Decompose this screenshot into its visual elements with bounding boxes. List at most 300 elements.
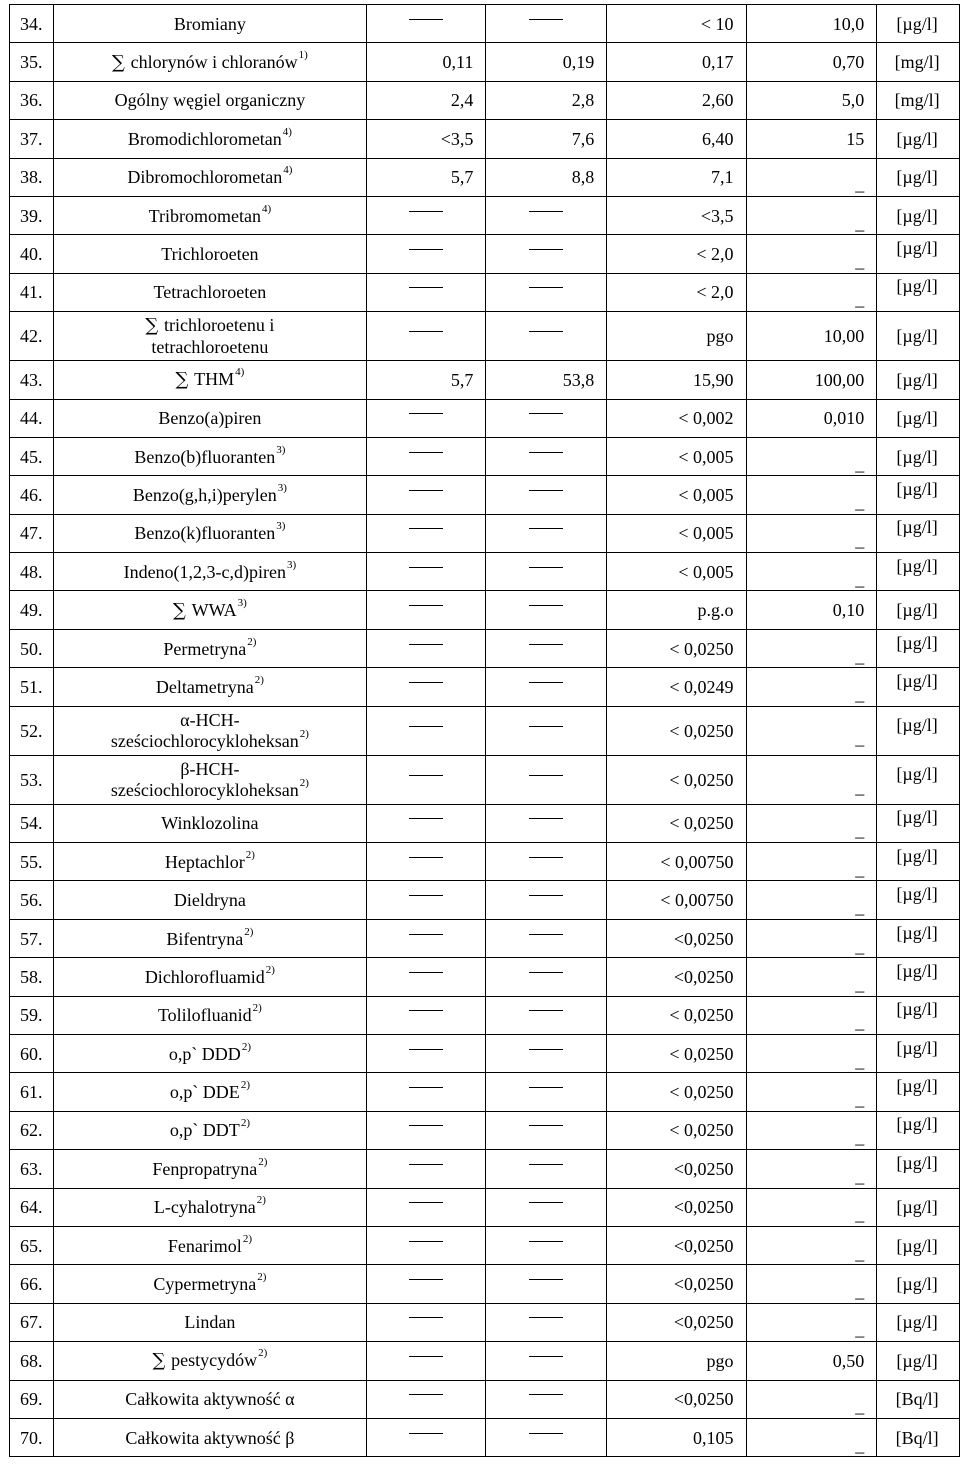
value-text: _: [855, 1319, 865, 1340]
value-text: _: [855, 530, 865, 551]
parameter-name-text: trichloroetenu i: [163, 314, 275, 335]
parameter-name-text: Benzo(b)fluoranten: [134, 446, 276, 467]
value-cell-4: [746, 361, 877, 399]
value-cell-3: [607, 1342, 746, 1380]
unit-text: [µg/l]: [896, 1274, 938, 1295]
dash-mark: [529, 644, 563, 645]
parameter-name-text: Lindan: [184, 1312, 236, 1333]
value-text: <3,5: [700, 205, 734, 226]
row-number-text: 45.: [20, 446, 43, 467]
dash-mark: [529, 490, 563, 491]
water-quality-table: [9, 4, 960, 1457]
dash-mark: [529, 567, 563, 568]
value-cell-2: [486, 843, 607, 881]
value-text: < 0,005: [678, 561, 734, 582]
unit-cell: [877, 1265, 960, 1303]
dash-mark: [409, 528, 443, 529]
value-text: 7,1: [711, 167, 734, 188]
unit-cell: [877, 591, 960, 629]
value-cell-1: [367, 1150, 486, 1188]
sigma-icon: ∑: [175, 369, 195, 391]
table-row: [10, 843, 960, 881]
value-cell-4: [746, 881, 877, 919]
unit-cell: [877, 1418, 960, 1456]
unit-text: [µg/l]: [896, 1076, 938, 1097]
parameter-name-text: Całkowita aktywność β: [125, 1427, 295, 1448]
value-text: < 0,0250: [669, 813, 734, 834]
unit-text: [µg/l]: [896, 369, 938, 390]
unit-cell: [877, 399, 960, 437]
dash-mark: [529, 19, 563, 20]
table-row: [10, 629, 960, 667]
value-text: _: [855, 174, 865, 195]
row-number-text: 61.: [20, 1082, 43, 1103]
value-cell-3: [607, 437, 746, 475]
row-number: [10, 1418, 54, 1456]
value-cell-1: [367, 196, 486, 234]
table-row: [10, 804, 960, 842]
value-cell-2: [486, 312, 607, 361]
value-cell-3: [607, 514, 746, 552]
table-row: [10, 1226, 960, 1264]
parameter-name: [53, 804, 367, 842]
value-text: _: [855, 453, 865, 474]
dash-mark: [409, 413, 443, 414]
table-row: [10, 1034, 960, 1072]
value-text: < 0,002: [678, 408, 734, 429]
table-row: [10, 553, 960, 591]
value-text: 0,17: [702, 52, 734, 73]
value-text: _: [855, 1396, 865, 1417]
value-text: < 0,00750: [660, 851, 734, 872]
value-text: 10,00: [823, 326, 865, 347]
value-cell-3: [607, 1034, 746, 1072]
dash-mark: [529, 857, 563, 858]
row-number-text: 48.: [20, 561, 43, 582]
value-cell-4: [746, 843, 877, 881]
dash-mark: [529, 682, 563, 683]
unit-text: [µg/l]: [896, 714, 938, 735]
row-number-text: 58.: [20, 966, 43, 987]
row-number: [10, 996, 54, 1034]
value-text: <0,0250: [673, 928, 734, 949]
unit-cell: [877, 476, 960, 514]
unit-text: [µg/l]: [896, 408, 938, 429]
value-cell-2: [486, 1380, 607, 1418]
row-number-text: 39.: [20, 205, 43, 226]
table-row: [10, 361, 960, 399]
value-cell-4: [746, 996, 877, 1034]
dash-mark: [409, 249, 443, 250]
unit-text: [µg/l]: [896, 326, 938, 347]
value-cell-1: [367, 843, 486, 881]
value-cell-2: [486, 437, 607, 475]
unit-cell: [877, 361, 960, 399]
dash-mark: [409, 1433, 443, 1434]
unit-text: [Bq/l]: [895, 1427, 939, 1448]
parameter-name: [53, 514, 367, 552]
value-text: 0,70: [832, 52, 865, 73]
unit-text: [µg/l]: [896, 167, 938, 188]
dash-mark: [529, 1241, 563, 1242]
value-text: _: [855, 897, 865, 918]
row-number-text: 68.: [20, 1350, 43, 1371]
dash-mark: [529, 1164, 563, 1165]
dash-mark: [529, 1279, 563, 1280]
parameter-name: [53, 158, 367, 196]
value-text: 5,0: [841, 90, 865, 111]
value-cell-4: [746, 591, 877, 629]
dash-mark: [529, 331, 563, 332]
unit-cell: [877, 158, 960, 196]
dash-mark: [409, 567, 443, 568]
parameter-name-text: Bromiany: [173, 13, 246, 34]
parameter-name-text: Bifentryna: [166, 928, 244, 949]
value-text: 5,7: [450, 369, 474, 390]
value-text: 0,10: [832, 600, 865, 621]
value-cell-2: [486, 591, 607, 629]
value-text: _: [855, 491, 865, 512]
value-text: _: [855, 973, 865, 994]
parameter-name-text: L-cyhalotryna: [153, 1197, 256, 1218]
row-number-text: 57.: [20, 928, 43, 949]
row-number: [10, 1073, 54, 1111]
value-text: _: [855, 1434, 865, 1455]
value-cell-1: [367, 5, 486, 43]
value-cell-4: [746, 553, 877, 591]
row-number: [10, 843, 54, 881]
value-text: <0,0250: [673, 1274, 734, 1295]
value-cell-2: [486, 43, 607, 81]
table-row: [10, 1111, 960, 1149]
value-text: < 0,0250: [669, 1043, 734, 1064]
dash-mark: [529, 895, 563, 896]
dash-mark: [529, 818, 563, 819]
row-number: [10, 120, 54, 158]
value-cell-2: [486, 1342, 607, 1380]
parameter-name: [53, 1111, 367, 1149]
footnote-marker: 3): [276, 520, 286, 533]
value-cell-1: [367, 881, 486, 919]
parameter-name-text: α-HCH-: [180, 709, 240, 730]
value-cell-4: [746, 958, 877, 996]
parameter-name-text: Deltametryna: [155, 676, 254, 697]
parameter-name-text: Dichlorofluamid: [144, 966, 265, 987]
table-row: [10, 235, 960, 273]
value-text: < 0,005: [678, 523, 734, 544]
unit-cell: [877, 1111, 960, 1149]
value-text: 7,6: [571, 128, 595, 149]
value-text: < 0,0250: [669, 638, 734, 659]
parameter-name-text: o,p` DDT: [169, 1120, 240, 1141]
footnote-marker: 2): [245, 848, 255, 861]
table-row: [10, 706, 960, 755]
unit-cell: [877, 1342, 960, 1380]
footnote-marker: 2): [241, 1040, 251, 1053]
dash-mark: [409, 1241, 443, 1242]
value-cell-1: [367, 804, 486, 842]
unit-text: [µg/l]: [896, 922, 938, 943]
value-text: < 0,0250: [669, 769, 734, 790]
row-number-text: 35.: [20, 52, 43, 73]
value-cell-2: [486, 1188, 607, 1226]
parameter-name-text: Trichloroeten: [161, 244, 259, 265]
value-cell-4: [746, 1150, 877, 1188]
value-cell-2: [486, 1034, 607, 1072]
footnote-marker: 4): [261, 202, 272, 215]
value-cell-2: [486, 1111, 607, 1149]
value-cell-4: [746, 919, 877, 957]
dash-mark: [529, 211, 563, 212]
value-cell-1: [367, 1418, 486, 1456]
dash-mark: [409, 1394, 443, 1395]
value-cell-3: [607, 158, 746, 196]
dash-mark: [529, 1202, 563, 1203]
footnote-marker: 3): [277, 481, 287, 494]
unit-cell: [877, 312, 960, 361]
parameter-name: [53, 629, 367, 667]
value-text: <0,0250: [673, 1197, 734, 1218]
unit-text: [µg/l]: [896, 1152, 938, 1173]
footnote-marker: 3): [237, 596, 247, 609]
value-cell-3: [607, 5, 746, 43]
table-row: [10, 1303, 960, 1341]
value-cell-4: [746, 1034, 877, 1072]
parameter-name-text: Benzo(k)fluoranten: [134, 523, 276, 544]
table-row: [10, 591, 960, 629]
value-text: 10,0: [832, 13, 865, 34]
unit-text: [µg/l]: [896, 478, 938, 499]
unit-cell: [877, 668, 960, 706]
value-text: _: [855, 820, 865, 841]
row-number-text: 46.: [20, 484, 43, 505]
value-text: 8,8: [571, 167, 595, 188]
footnote-marker: 4): [282, 125, 292, 138]
unit-text: [mg/l]: [894, 90, 940, 111]
row-number: [10, 804, 54, 842]
footnote-marker: 2): [240, 1117, 250, 1130]
value-text: _: [855, 1281, 865, 1302]
row-number: [10, 399, 54, 437]
parameter-name-text: Całkowita aktywność α: [125, 1389, 295, 1410]
value-cell-2: [486, 235, 607, 273]
unit-text: [mg/l]: [894, 52, 940, 73]
value-cell-3: [607, 629, 746, 667]
parameter-name-line2: sześciochlorocykloheksan: [110, 730, 299, 751]
parameter-name: [53, 5, 367, 43]
value-cell-1: [367, 437, 486, 475]
unit-text: [µg/l]: [896, 960, 938, 981]
unit-cell: [877, 1188, 960, 1226]
sigma-icon: ∑: [173, 599, 192, 621]
row-number-text: 49.: [20, 600, 43, 621]
dash-mark: [409, 452, 443, 453]
value-text: _: [855, 1012, 865, 1033]
unit-cell: [877, 196, 960, 234]
dash-mark: [409, 895, 443, 896]
value-cell-3: [607, 591, 746, 629]
unit-cell: [877, 843, 960, 881]
value-cell-1: [367, 235, 486, 273]
row-number-text: 69.: [20, 1389, 43, 1410]
parameter-name-line2: sześciochlorocykloheksan: [110, 779, 299, 800]
value-cell-4: [746, 5, 877, 43]
value-text: 53,8: [562, 369, 595, 390]
parameter-name: [53, 958, 367, 996]
unit-cell: [877, 235, 960, 273]
dash-mark: [529, 1049, 563, 1050]
value-cell-3: [607, 919, 746, 957]
table-row: [10, 1418, 960, 1456]
value-cell-2: [486, 755, 607, 804]
sigma-icon: ∑: [145, 314, 164, 336]
dash-mark: [409, 1202, 443, 1203]
parameter-name-text: Dibromochlorometan: [127, 167, 283, 188]
unit-text: [µg/l]: [896, 446, 938, 467]
unit-cell: [877, 1226, 960, 1264]
value-cell-2: [486, 476, 607, 514]
dash-mark: [529, 1125, 563, 1126]
value-cell-3: [607, 958, 746, 996]
table-row: [10, 399, 960, 437]
value-cell-3: [607, 1265, 746, 1303]
dash-mark: [409, 331, 443, 332]
value-cell-4: [746, 804, 877, 842]
table-row: [10, 5, 960, 43]
value-cell-3: [607, 120, 746, 158]
value-cell-4: [746, 120, 877, 158]
value-cell-2: [486, 196, 607, 234]
parameter-name-text: Bromodichlorometan: [127, 128, 282, 149]
value-cell-1: [367, 591, 486, 629]
parameter-name: [53, 1073, 367, 1111]
value-text: 5,7: [450, 167, 474, 188]
parameter-name-text: Dieldryna: [173, 890, 246, 911]
value-text: _: [855, 289, 865, 310]
value-text: _: [855, 1050, 865, 1071]
table-row: [10, 1188, 960, 1226]
value-cell-3: [607, 1150, 746, 1188]
dash-mark: [529, 452, 563, 453]
dash-mark: [409, 1356, 443, 1357]
footnote-marker: 2): [254, 673, 264, 686]
unit-cell: [877, 1034, 960, 1072]
row-number: [10, 881, 54, 919]
parameter-name: [53, 843, 367, 881]
table-row: [10, 476, 960, 514]
row-number: [10, 81, 54, 119]
unit-cell: [877, 81, 960, 119]
unit-cell: [877, 1150, 960, 1188]
value-cell-4: [746, 1073, 877, 1111]
row-number: [10, 1150, 54, 1188]
table-row: [10, 273, 960, 311]
value-cell-4: [746, 1342, 877, 1380]
parameter-name: [53, 1188, 367, 1226]
value-cell-4: [746, 158, 877, 196]
unit-text: [µg/l]: [896, 517, 938, 538]
parameter-name: [53, 399, 367, 437]
value-cell-3: [607, 81, 746, 119]
value-cell-3: [607, 312, 746, 361]
value-cell-4: [746, 273, 877, 311]
dash-mark: [409, 1164, 443, 1165]
row-number: [10, 273, 54, 311]
unit-text: [µg/l]: [896, 276, 938, 297]
unit-cell: [877, 706, 960, 755]
row-number-text: 34.: [20, 13, 43, 34]
sigma-icon: ∑: [112, 51, 131, 73]
table-row: [10, 437, 960, 475]
dash-mark: [409, 1279, 443, 1280]
value-text: 0,105: [693, 1427, 734, 1448]
unit-text: [µg/l]: [896, 845, 938, 866]
parameter-name-text: Tetrachloroeten: [153, 282, 267, 303]
unit-cell: [877, 553, 960, 591]
value-cell-4: [746, 1111, 877, 1149]
value-cell-3: [607, 1303, 746, 1341]
row-number-text: 53.: [20, 769, 43, 790]
table-row: [10, 668, 960, 706]
row-number-text: 44.: [20, 408, 43, 429]
value-text: _: [855, 1089, 865, 1110]
parameter-name-text: Winklozolina: [161, 813, 259, 834]
row-number: [10, 553, 54, 591]
value-text: 0,11: [442, 52, 474, 73]
value-text: _: [855, 1204, 865, 1225]
parameter-name: [53, 476, 367, 514]
row-number-text: 62.: [20, 1120, 43, 1141]
dash-mark: [529, 1356, 563, 1357]
row-number-text: 55.: [20, 851, 43, 872]
unit-text: [µg/l]: [896, 205, 938, 226]
row-number: [10, 919, 54, 957]
value-cell-1: [367, 120, 486, 158]
value-cell-4: [746, 1226, 877, 1264]
value-cell-3: [607, 196, 746, 234]
value-cell-1: [367, 668, 486, 706]
value-cell-4: [746, 1418, 877, 1456]
dash-mark: [529, 934, 563, 935]
value-cell-2: [486, 1226, 607, 1264]
value-cell-4: [746, 437, 877, 475]
unit-cell: [877, 1303, 960, 1341]
table-row: [10, 1150, 960, 1188]
dash-mark: [409, 287, 443, 288]
parameter-name: [53, 1034, 367, 1072]
value-cell-1: [367, 1073, 486, 1111]
table-row: [10, 881, 960, 919]
value-text: < 0,00750: [660, 890, 734, 911]
dash-mark: [529, 413, 563, 414]
parameter-name: [53, 361, 367, 399]
value-text: < 0,0250: [669, 1005, 734, 1026]
value-cell-2: [486, 120, 607, 158]
row-number-text: 66.: [20, 1274, 43, 1295]
value-cell-2: [486, 996, 607, 1034]
value-cell-4: [746, 755, 877, 804]
footnote-marker: 2): [247, 635, 257, 648]
parameter-name: [53, 996, 367, 1034]
value-cell-3: [607, 843, 746, 881]
footnote-marker: 1): [298, 48, 308, 61]
unit-text: [µg/l]: [896, 1114, 938, 1135]
parameter-name: [53, 1342, 367, 1380]
footnote-marker: 2): [256, 1194, 266, 1207]
value-text: _: [855, 645, 865, 666]
row-number: [10, 1380, 54, 1418]
value-cell-2: [486, 881, 607, 919]
